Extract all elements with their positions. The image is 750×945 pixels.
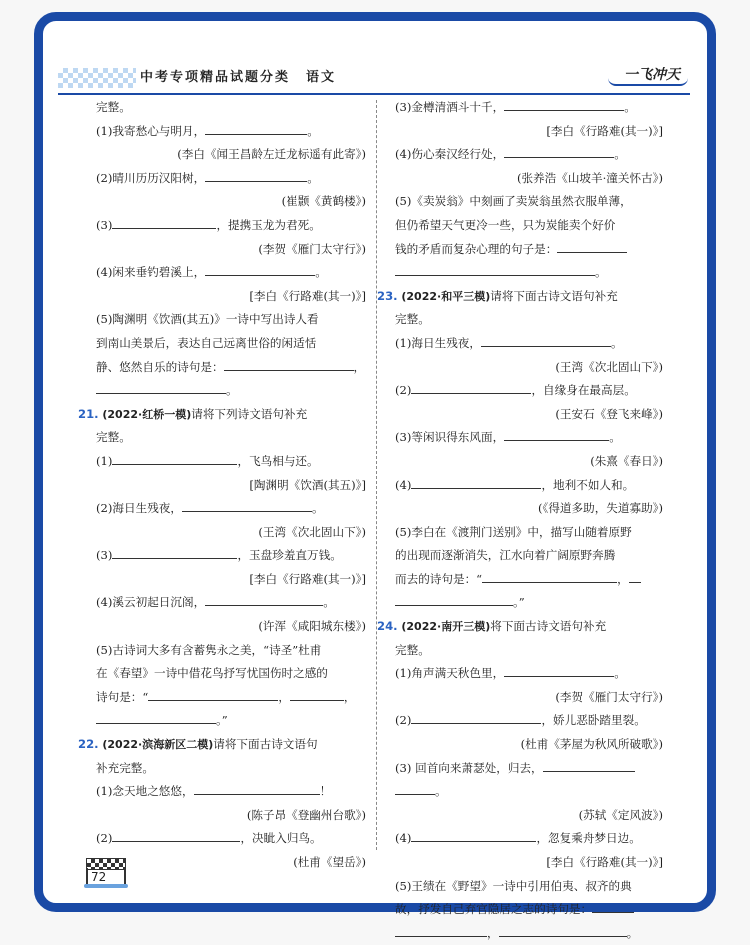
line-ending: 。” (216, 713, 228, 728)
fill-in-blank (96, 379, 226, 394)
question-heading-text (377, 289, 618, 303)
line-ending: 。 (435, 784, 447, 799)
citation-text: (张养浩《山坡羊·潼关怀古》) (516, 170, 663, 185)
citation-text: (杜甫《望岳》) (293, 855, 366, 869)
citation-text: (陈子昂《登幽州台歌》) (246, 807, 366, 822)
line-ending: ！ (319, 784, 332, 799)
fill-in-blank (411, 709, 541, 724)
question-heading (78, 403, 366, 427)
text-line (395, 474, 663, 498)
text-line (395, 332, 663, 356)
question-heading-text (377, 619, 606, 633)
question-instruction: 请将下列诗文语句补充 (191, 406, 308, 421)
question-heading-text (78, 737, 318, 751)
question-source: (2022·红桥一模) (98, 407, 192, 421)
line-text: (3)金樽清酒斗十千， (395, 100, 505, 114)
header-title: 中考专项精品试题分类 (140, 70, 291, 85)
text-line (395, 922, 663, 945)
line-text: (5)古诗词大多有含蓄隽永之美，“诗圣”杜甫 (96, 642, 322, 657)
question-heading (78, 733, 366, 757)
text-line (96, 709, 366, 733)
line-text: 完整。 (96, 100, 131, 114)
source-citation (395, 686, 663, 710)
line-text: (2) (395, 713, 412, 728)
line-text: 钱的矛盾而复杂心理的句子是： (395, 241, 558, 256)
line-text: 完整。 (96, 430, 131, 445)
line-text: 在《春望》一诗中借花鸟抒写忧国伤时之感的 (96, 666, 328, 681)
line-text: (4)溪云初起日沉阁， (96, 595, 206, 610)
line-ending: ，飞鸟相与还。 (237, 453, 319, 468)
line-ending: 。 (307, 170, 319, 185)
source-citation (395, 356, 663, 380)
source-citation (395, 167, 663, 191)
citation-text: [李白《行路难(其一)》] (249, 571, 366, 586)
line-text: 到南山美景后，表达自己远离世俗的闲适恬 (96, 335, 317, 350)
blank-separator: ， (487, 925, 499, 940)
line-text: (4) (395, 477, 412, 492)
source-citation (96, 474, 366, 498)
source-citation (96, 238, 366, 262)
line-text: (5)陶渊明《饮酒(其五)》一诗中写出诗人看 (96, 312, 319, 327)
line-text: 但仍希望天气更冷一些，只为炭能卖个好价 (395, 217, 616, 232)
citation-text: (苏轼《定风波》) (578, 807, 663, 822)
source-citation (96, 568, 366, 592)
text-line (395, 214, 663, 238)
question-heading-text (78, 407, 307, 421)
question-source: (2022·南开三模) (397, 620, 491, 634)
text-line (96, 120, 366, 144)
question-number: 23. (377, 288, 398, 303)
source-citation (96, 804, 366, 828)
text-line (395, 780, 663, 804)
blank-separator: ， (278, 689, 290, 704)
citation-text: (崔颢《黄鹤楼》) (281, 194, 366, 209)
question-number: 24. (377, 619, 398, 634)
question-source: (2022·滨海新区二模) (98, 738, 214, 752)
text-line (96, 356, 366, 380)
text-line (96, 757, 366, 781)
source-citation (395, 804, 663, 828)
fill-in-blank (224, 356, 354, 371)
page-number: 72 (91, 870, 107, 884)
question-instruction: 将下面古诗文语句补充 (490, 619, 607, 634)
brand-logo: 一飞冲天 (624, 67, 680, 83)
text-line (96, 332, 366, 356)
source-citation (96, 143, 366, 167)
fill-in-blank (504, 96, 624, 111)
column-divider (376, 100, 377, 850)
line-text: (5)李白在《渡荆门送别》中，描写山随着原野 (395, 524, 632, 539)
text-line (96, 167, 366, 191)
line-text: (2)海日生残夜， (96, 501, 182, 516)
source-citation (395, 733, 663, 757)
fill-in-blank (557, 238, 627, 253)
source-citation (395, 403, 663, 427)
line-text: 静、悠然自乐的诗句是： (96, 359, 224, 374)
fill-in-blank (411, 379, 531, 394)
citation-text: [李白《行路难(其一)》] (546, 855, 663, 869)
text-line (96, 426, 366, 450)
line-text: (2)晴川历历汉阳树， (96, 170, 206, 185)
line-text: 完整。 (395, 642, 430, 657)
source-citation (395, 851, 663, 875)
text-line (395, 591, 663, 615)
fill-in-blank (504, 426, 609, 441)
line-ending: 。 (226, 383, 238, 398)
fill-in-blank (481, 332, 611, 347)
text-line (395, 827, 663, 851)
text-line (96, 214, 366, 238)
text-line (96, 827, 366, 851)
logo-swoosh-icon (608, 78, 688, 86)
text-line (395, 875, 663, 899)
text-line (395, 568, 663, 592)
text-line (96, 662, 366, 686)
line-ending: ，娇儿恶卧踏里裂。 (541, 713, 646, 728)
source-citation (395, 497, 663, 521)
question-number: 21. (78, 406, 99, 421)
line-text: (1) (96, 453, 113, 468)
blank-separator: ， (617, 571, 629, 586)
line-text: (4)闲来垂钓碧溪上， (96, 265, 206, 280)
line-ending: ， (353, 359, 366, 374)
fill-in-blank (395, 591, 513, 606)
line-ending: ，忽复乘舟梦日边。 (536, 831, 641, 846)
fill-in-blank (112, 544, 237, 559)
right-column (377, 96, 663, 945)
fill-in-blank (543, 757, 635, 772)
question-heading (377, 285, 663, 309)
citation-text: [李白《行路难(其一)》] (546, 123, 663, 138)
line-text: (1)我寄愁心与明月， (96, 123, 206, 138)
question-heading (377, 615, 663, 639)
citation-text: (李贺《雁门太守行》) (555, 689, 663, 704)
question-instruction: 请将下面古诗文语句补充 (490, 288, 618, 303)
text-line (395, 544, 663, 568)
source-citation (96, 285, 366, 309)
fill-in-blank (205, 120, 307, 135)
fill-in-blank (148, 686, 278, 701)
text-line (395, 308, 663, 332)
text-line (395, 190, 663, 214)
line-text: (3) 回首向来萧瑟处，归去， (395, 760, 543, 775)
text-line (96, 497, 366, 521)
question-number: 22. (78, 737, 99, 752)
fill-in-blank (205, 591, 323, 606)
line-ending: 。 (614, 666, 626, 681)
line-text: (2) (96, 831, 113, 846)
text-line (395, 238, 663, 262)
line-text: (4) (395, 831, 412, 846)
flag-base (84, 884, 128, 888)
text-line (395, 379, 663, 403)
fill-in-blank (499, 922, 627, 937)
text-line (395, 521, 663, 545)
line-ending: 。 (609, 430, 621, 445)
line-text: (5)《卖炭翁》中刻画了卖炭翁虽然衣服单薄， (395, 194, 632, 209)
citation-text: (朱熹《春日》) (590, 453, 663, 468)
line-text: (2) (395, 383, 412, 398)
question-instruction: 请将下面古诗文语句 (213, 737, 318, 752)
text-line (96, 639, 366, 663)
citation-text: (李贺《雁门太守行》) (258, 241, 366, 256)
line-ending: ，地利不如人和。 (541, 477, 635, 492)
line-ending: 。 (315, 265, 327, 280)
line-text: (3) (96, 548, 113, 563)
line-text: (3) (96, 217, 113, 232)
line-ending: 。 (614, 147, 626, 162)
fill-in-blank (96, 709, 216, 724)
line-ending: 。 (626, 925, 639, 940)
citation-text: [陶渊明《饮酒(其五)》] (249, 477, 366, 492)
text-line (395, 639, 663, 663)
fill-in-blank (395, 922, 487, 937)
line-text: 的出现而逐渐消失，江水向着广阔原野奔腾 (395, 548, 616, 563)
line-ending: 。 (312, 501, 324, 516)
text-line (395, 757, 663, 781)
citation-text: [李白《行路难(其一)》] (249, 288, 366, 303)
fill-in-blank (194, 780, 320, 795)
citation-text: (王湾《次北固山下》) (555, 359, 663, 374)
text-line (96, 450, 366, 474)
citation-text: (王湾《次北固山下》) (258, 524, 366, 539)
line-ending: ，决眦入归鸟。 (240, 831, 322, 846)
citation-text: (王安石《登飞来峰》) (555, 406, 663, 421)
fill-in-blank (592, 898, 634, 913)
source-citation (96, 521, 366, 545)
fill-in-blank (112, 450, 237, 465)
text-line (395, 898, 663, 922)
line-text: 而去的诗句是：“ (395, 571, 483, 586)
line-ending: ， (343, 689, 356, 704)
text-line (395, 143, 663, 167)
text-line (96, 379, 366, 403)
text-line (395, 261, 663, 285)
text-line (96, 96, 366, 120)
question-source: (2022·和平三模) (397, 289, 491, 303)
header-subject: 语文 (306, 70, 337, 85)
line-ending: 。 (595, 265, 607, 280)
fill-in-blank (112, 214, 216, 229)
fill-in-blank (205, 261, 315, 276)
line-ending: ，玉盘珍羞直万钱。 (237, 548, 342, 563)
line-ending: 。 (307, 123, 319, 138)
fill-in-blank (290, 686, 344, 701)
fill-in-blank (504, 143, 614, 158)
line-ending: ，提携玉龙为君死。 (216, 217, 321, 232)
text-line (96, 308, 366, 332)
header-checker-decoration (58, 68, 136, 88)
line-text: (3)等闲识得东风面， (395, 430, 505, 445)
source-citation (395, 450, 663, 474)
citation-text: (许浑《咸阳城东楼》) (258, 619, 366, 634)
line-text: 补充完整。 (96, 760, 154, 775)
page-header (58, 60, 690, 90)
text-line (395, 426, 663, 450)
text-line (96, 780, 366, 804)
line-ending: ，自缘身在最高层。 (531, 383, 636, 398)
source-citation (96, 851, 366, 875)
fill-in-blank (411, 474, 541, 489)
citation-text: (杜甫《茅屋为秋风所破歌》) (520, 737, 663, 752)
citation-text: (《得道多助，失道寡助》) (538, 501, 663, 516)
line-text: 完整。 (395, 312, 430, 327)
fill-in-blank (112, 827, 240, 842)
checkered-flag-icon (86, 858, 126, 870)
header-rule (58, 93, 690, 95)
fill-in-blank (411, 827, 536, 842)
text-line (96, 261, 366, 285)
line-ending: 。 (323, 595, 335, 610)
line-text: (5)王绩在《野望》一诗中引用伯夷、叔齐的典 (395, 878, 632, 893)
line-text: 诗句是：“ (96, 689, 149, 704)
text-line (96, 591, 366, 615)
line-ending: 。” (513, 595, 525, 610)
line-ending: 。 (611, 335, 623, 350)
line-text: 故，抒发自己弃官隐居之志的诗句是： (395, 902, 593, 917)
line-text: (4)伤心秦汉经行处， (395, 147, 505, 162)
source-citation (395, 120, 663, 144)
citation-text: (李白《闻王昌龄左迁龙标遥有此寄》) (177, 147, 366, 162)
text-line (395, 96, 663, 120)
line-text: (1)海日生残夜， (395, 335, 481, 350)
text-line (96, 544, 366, 568)
text-line (395, 662, 663, 686)
text-line (395, 709, 663, 733)
fill-in-blank (395, 780, 435, 795)
source-citation (96, 190, 366, 214)
fill-in-blank (182, 497, 312, 512)
line-ending: 。 (624, 100, 636, 114)
fill-in-blank (395, 261, 595, 276)
text-line (96, 686, 366, 710)
fill-in-blank (205, 167, 307, 182)
left-column (78, 96, 366, 875)
source-citation (96, 615, 366, 639)
fill-in-blank (629, 568, 641, 583)
line-text: (1)角声满天秋色里， (395, 666, 505, 681)
fill-in-blank (482, 568, 617, 583)
line-text: (1)念天地之悠悠， (96, 784, 194, 799)
fill-in-blank (504, 662, 614, 677)
